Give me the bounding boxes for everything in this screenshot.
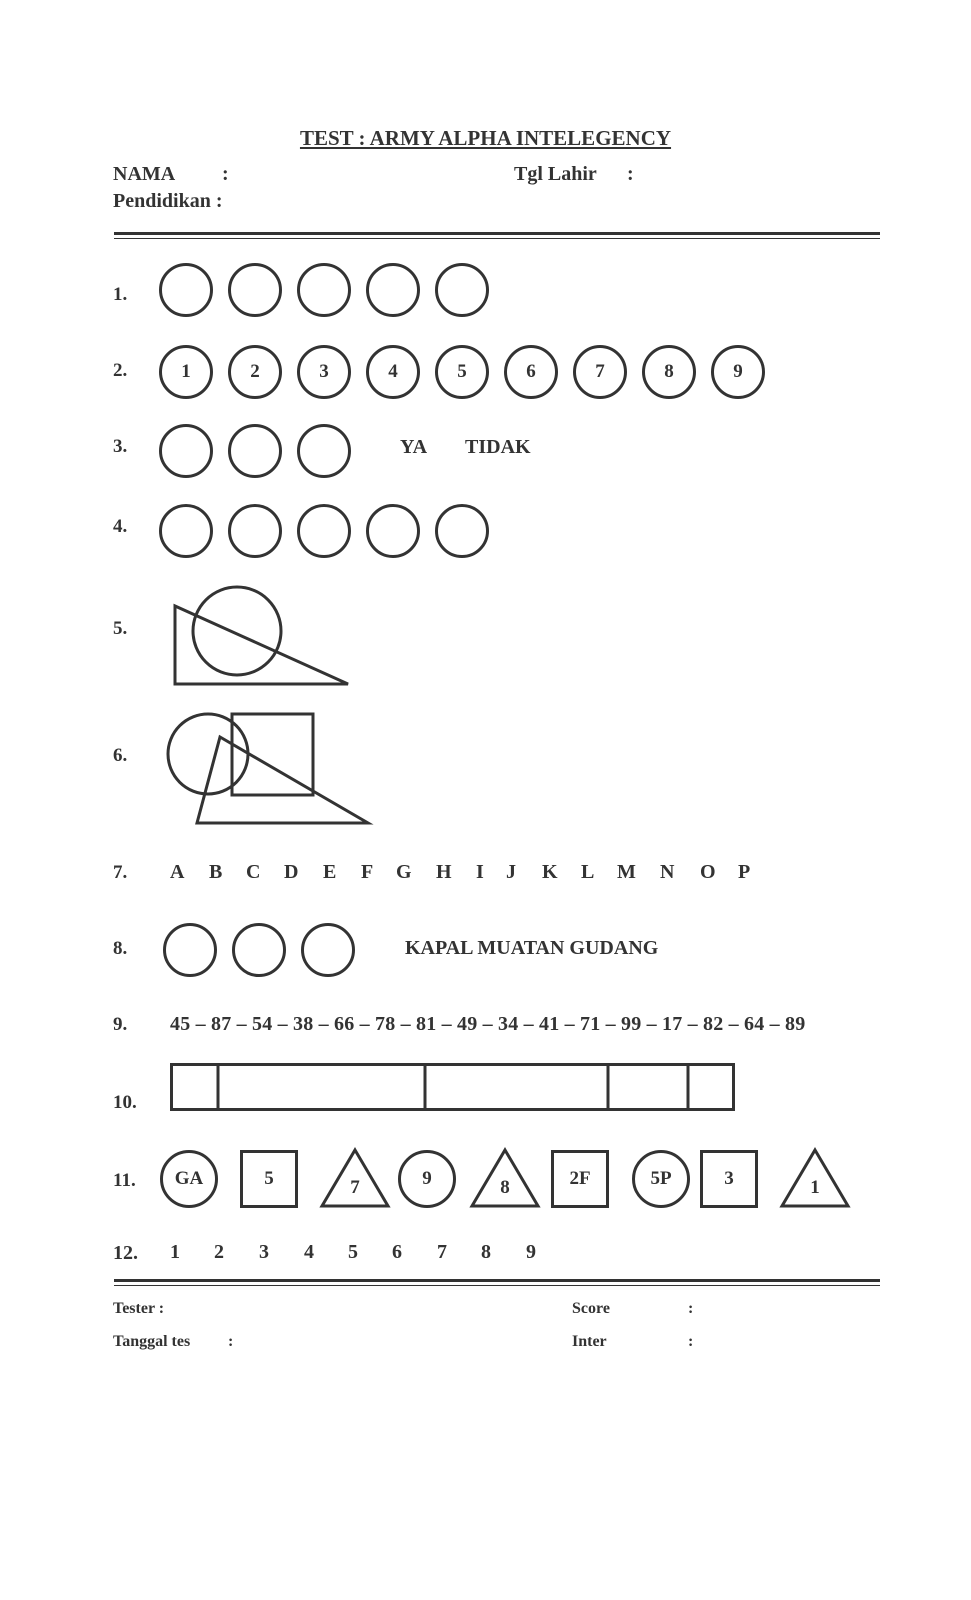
number-option[interactable]: 9: [526, 1241, 536, 1263]
q5-circle: [193, 587, 281, 675]
q10-segmented-bar: [170, 1063, 740, 1113]
answer-circle[interactable]: [232, 923, 286, 977]
answer-circle[interactable]: [435, 504, 489, 558]
answer-circle[interactable]: [366, 504, 420, 558]
score-label: Score: [572, 1300, 610, 1317]
numbered-circle[interactable]: 5: [435, 345, 489, 399]
numbered-circle[interactable]: 6: [504, 345, 558, 399]
tanggal-tes-colon: :: [228, 1333, 234, 1350]
letter-option[interactable]: I: [476, 861, 484, 883]
numbered-circle[interactable]: 2: [228, 345, 282, 399]
letter-option[interactable]: L: [581, 861, 595, 883]
numbered-circle[interactable]: 7: [573, 345, 627, 399]
square-shape[interactable]: 3: [700, 1150, 758, 1208]
answer-circle[interactable]: [297, 424, 351, 478]
triangle-shape[interactable]: [320, 1148, 390, 1208]
triangle-label: 8: [500, 1177, 510, 1198]
question-number-1: 1.: [113, 284, 128, 305]
letter-option[interactable]: A: [170, 861, 185, 883]
letter-option[interactable]: C: [246, 861, 261, 883]
option-tidak: TIDAK: [465, 436, 531, 458]
letter-option[interactable]: P: [738, 861, 751, 883]
divider-bottom-thin: [114, 1285, 880, 1286]
letter-option[interactable]: K: [542, 861, 558, 883]
letter-option[interactable]: H: [436, 861, 452, 883]
numbered-circle[interactable]: 3: [297, 345, 351, 399]
numbered-circle[interactable]: 9: [711, 345, 765, 399]
question-number-9: 9.: [113, 1014, 128, 1035]
triangle-label: 7: [350, 1177, 360, 1198]
letter-option[interactable]: M: [617, 861, 636, 883]
triangle-shape[interactable]: [470, 1148, 540, 1208]
q8-words: KAPAL MUATAN GUDANG: [405, 937, 659, 959]
number-sequence: 45 – 87 – 54 – 38 – 66 – 78 – 81 – 49 – 34 – 41 – 71 – 99 – 17 – 82 – 64 – 89: [170, 1013, 806, 1035]
circle-shape[interactable]: 5P: [632, 1150, 690, 1208]
answer-circle[interactable]: [159, 424, 213, 478]
number-option[interactable]: 3: [259, 1241, 269, 1263]
letter-option[interactable]: F: [361, 861, 374, 883]
page-title: TEST : ARMY ALPHA INTELEGENCY: [299, 126, 672, 150]
question-number-3: 3.: [113, 436, 128, 457]
q6-circle-square-triangle-figure: [168, 710, 378, 830]
question-number-6: 6.: [113, 745, 128, 766]
square-shape[interactable]: 2F: [551, 1150, 609, 1208]
tester-label: Tester :: [113, 1300, 165, 1317]
answer-circle[interactable]: [159, 263, 213, 317]
answer-circle[interactable]: [163, 923, 217, 977]
answer-circle[interactable]: [228, 424, 282, 478]
q5-triangle-circle-figure: [170, 580, 360, 690]
number-option[interactable]: 2: [214, 1241, 224, 1263]
number-option[interactable]: 8: [481, 1241, 491, 1263]
question-number-10: 10.: [113, 1092, 137, 1113]
numbered-circle[interactable]: 8: [642, 345, 696, 399]
question-number-8: 8.: [113, 938, 128, 959]
circle-shape[interactable]: GA: [160, 1150, 218, 1208]
numbered-circle[interactable]: 1: [159, 345, 213, 399]
answer-circle[interactable]: [297, 263, 351, 317]
circle-shape[interactable]: 9: [398, 1150, 456, 1208]
letter-option[interactable]: O: [700, 861, 716, 883]
tgl-lahir-colon: :: [627, 163, 634, 185]
letter-option[interactable]: D: [284, 861, 299, 883]
inter-colon: :: [688, 1333, 694, 1350]
option-ya: YA: [400, 436, 428, 458]
number-option[interactable]: 6: [392, 1241, 402, 1263]
pendidikan-label: Pendidikan :: [113, 190, 223, 212]
answer-circle[interactable]: [297, 504, 351, 558]
question-number-4: 4.: [113, 516, 128, 537]
q6-triangle: [197, 737, 368, 823]
divider-top-thick: [114, 232, 880, 235]
numbered-circle[interactable]: 4: [366, 345, 420, 399]
question-number-5: 5.: [113, 618, 128, 639]
letter-option[interactable]: E: [323, 861, 337, 883]
tanggal-tes-label: Tanggal tes: [113, 1333, 191, 1350]
question-number-11: 11.: [113, 1170, 136, 1191]
answer-circle[interactable]: [366, 263, 420, 317]
square-shape[interactable]: 5: [240, 1150, 298, 1208]
score-colon: :: [688, 1300, 694, 1317]
nama-label: NAMA: [113, 163, 176, 185]
answer-circle[interactable]: [228, 504, 282, 558]
letter-option[interactable]: N: [660, 861, 675, 883]
question-number-2: 2.: [113, 360, 128, 381]
inter-label: Inter: [572, 1333, 607, 1350]
divider-top-thin: [114, 238, 880, 239]
letter-option[interactable]: B: [209, 861, 223, 883]
letter-option[interactable]: G: [396, 861, 412, 883]
tgl-lahir-label: Tgl Lahir: [514, 163, 597, 185]
q10-bar-outline: [172, 1065, 734, 1110]
number-option[interactable]: 5: [348, 1241, 358, 1263]
nama-colon: :: [222, 163, 229, 185]
divider-bottom-thick: [114, 1279, 880, 1282]
answer-circle[interactable]: [159, 504, 213, 558]
question-number-12: 12.: [113, 1242, 138, 1264]
triangle-shape[interactable]: [780, 1148, 850, 1208]
number-option[interactable]: 1: [170, 1241, 180, 1263]
number-option[interactable]: 7: [437, 1241, 447, 1263]
number-option[interactable]: 4: [304, 1241, 314, 1263]
answer-circle[interactable]: [435, 263, 489, 317]
letter-option[interactable]: J: [506, 861, 516, 883]
triangle-label: 1: [810, 1177, 820, 1198]
answer-circle[interactable]: [228, 263, 282, 317]
question-number-7: 7.: [113, 862, 128, 883]
q5-triangle: [175, 606, 348, 684]
answer-circle[interactable]: [301, 923, 355, 977]
